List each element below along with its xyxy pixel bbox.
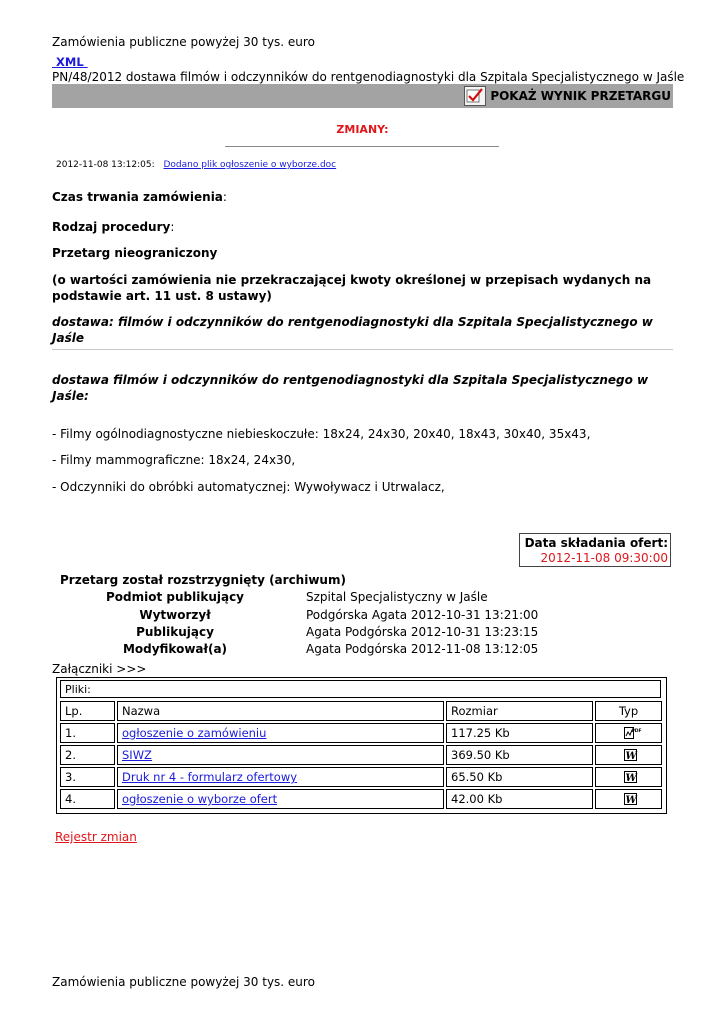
file-lp: 2.	[60, 745, 115, 765]
status-value: Agata Podgórska 2012-11-08 13:12:05	[306, 642, 539, 656]
file-link[interactable]: ogłoszenie o zamówieniu	[122, 726, 267, 740]
file-size: 117.25 Kb	[446, 723, 593, 743]
change-link[interactable]: Dodano plik ogłoszenie o wyborze.doc	[163, 160, 337, 170]
word-icon[interactable]	[624, 771, 637, 783]
file-lp: 3.	[60, 767, 115, 787]
xml-link[interactable]: XML	[56, 55, 84, 69]
file-type-cell	[595, 789, 662, 809]
duration-label: Czas trwania zamówienia	[52, 190, 223, 204]
files-label: Pliki:	[60, 680, 661, 698]
file-lp: 4.	[60, 789, 115, 809]
file-size: 42.00 Kb	[446, 789, 593, 809]
file-name-cell	[117, 723, 444, 743]
pdf-icon[interactable]	[624, 727, 642, 739]
page-footer: Zamówienia publiczne powyżej 30 tys. euro	[52, 975, 315, 989]
file-size: 65.50 Kb	[446, 767, 593, 787]
description-item: - Filmy ogólnodiagnostyczne niebieskoczułe: 18x24, 24x30, 20x40, 18x43, 30x40, 35x43,	[52, 427, 591, 441]
svg-text:W: W	[625, 751, 637, 762]
file-size: 369.50 Kb	[446, 745, 593, 765]
status-key: Wytworzył	[139, 608, 211, 622]
svg-text:W: W	[625, 773, 637, 784]
status-value: Agata Podgórska 2012-10-31 13:23:15	[306, 625, 539, 639]
svg-text:PDF: PDF	[631, 729, 642, 734]
file-lp: 1.	[60, 723, 115, 743]
file-type-cell	[595, 767, 662, 787]
file-link[interactable]: Druk nr 4 - formularz ofertowy	[122, 770, 298, 784]
change-entry	[56, 160, 336, 170]
tender-title: PN/48/2012 dostawa filmów i odczynników do rentgenodiagnostyki dla Szpitala Specjalistycznego w Jaśle	[52, 70, 685, 84]
status-heading: Przetarg został rozstrzygnięty (archiwum)	[60, 573, 346, 587]
status-key: Modyfikował(a)	[122, 642, 228, 656]
svg-text:W: W	[625, 795, 637, 806]
procedure-row: Rodzaj procedury:	[52, 220, 175, 234]
change-timestamp: 2012-11-08 13:12:05:	[56, 160, 155, 170]
word-icon[interactable]	[624, 793, 637, 805]
word-icon[interactable]	[624, 749, 637, 761]
status-key: Podmiot publikujący	[105, 590, 245, 604]
show-result-button[interactable]	[464, 86, 671, 106]
show-result-label: POKAŻ WYNIK PRZETARGU	[490, 89, 671, 103]
status-value: Szpital Specjalistyczny w Jaśle	[306, 590, 488, 604]
status-value: Podgórska Agata 2012-10-31 13:21:00	[306, 608, 539, 622]
subject-line: dostawa: filmów i odczynników do rentgenodiagnostyki dla Szpitala Specjalistycznego w Jaśle	[52, 315, 653, 345]
changes-divider	[225, 146, 499, 147]
offer-deadline-box	[519, 533, 671, 567]
procedure-value: Przetarg nieograniczony	[52, 246, 218, 260]
changes-heading: ZMIANY:	[336, 123, 389, 136]
duration-row: Czas trwania zamówienia:	[52, 190, 227, 204]
col-header-lp: Lp.	[60, 701, 115, 721]
col-header-name: Nazwa	[117, 701, 444, 721]
col-header-size: Rozmiar	[446, 701, 593, 721]
changelog-link[interactable]: Rejestr zmian	[55, 830, 137, 844]
file-name-cell	[117, 789, 444, 809]
description-heading: dostawa filmów i odczynników do rentgenodiagnostyki dla Szpitala Specjalistycznego w Jaśle:	[52, 373, 649, 403]
description-item: - Filmy mammograficzne: 18x24, 24x30,	[52, 453, 296, 467]
status-key: Publikujący	[136, 625, 214, 639]
procedure-label: Rodzaj procedury	[52, 220, 171, 234]
attachments-toggle[interactable]: Załączniki >>>	[52, 662, 147, 676]
file-link[interactable]: ogłoszenie o wyborze ofert	[122, 792, 278, 806]
value-note: (o wartości zamówienia nie przekraczającej kwoty określonej w przepisach wydanych na podstawie art. 11 ust. 8 ustawy)	[52, 273, 652, 303]
description-item: - Odczynniki do obróbki automatycznej: Wywoływacz i Utrwalacz,	[52, 480, 445, 494]
file-name-cell	[117, 745, 444, 765]
attachments-table	[56, 677, 667, 814]
title-bar	[52, 84, 673, 108]
file-name-cell	[117, 767, 444, 787]
offer-deadline-value: 2012-11-08 09:30:00	[540, 551, 668, 565]
page-category: Zamówienia publiczne powyżej 30 tys. euro	[52, 35, 315, 49]
file-type-cell	[595, 723, 662, 743]
file-type-cell	[595, 745, 662, 765]
section-divider	[52, 349, 673, 350]
offer-deadline-label: Data składania ofert:	[524, 536, 668, 550]
col-header-type: Typ	[595, 701, 662, 721]
file-link[interactable]: SIWZ	[122, 748, 152, 762]
checkbox-check-icon	[464, 86, 486, 106]
